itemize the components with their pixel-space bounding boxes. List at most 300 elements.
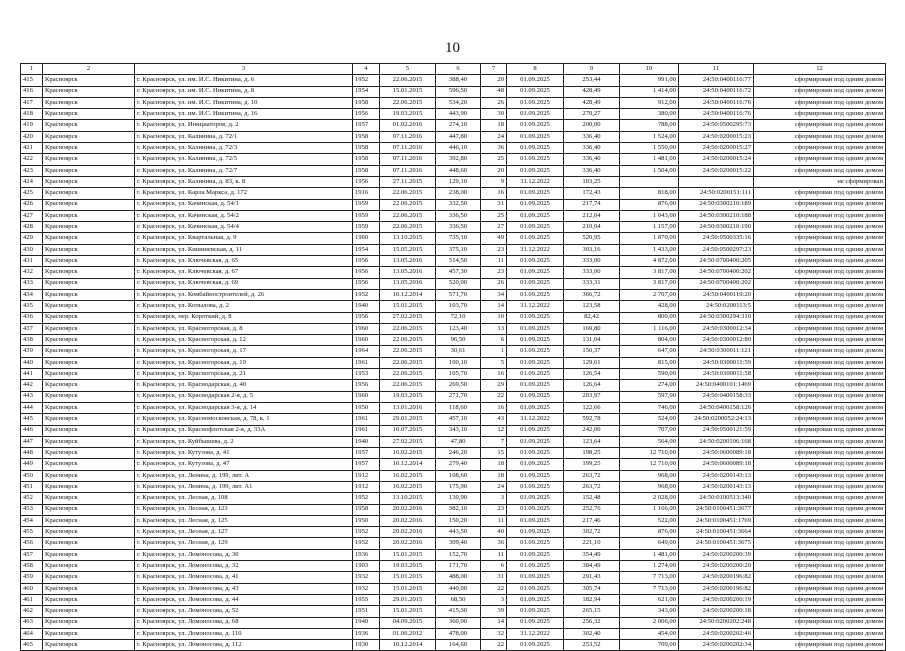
table-row: [21, 369, 886, 380]
value-cell: 199,25: [564, 459, 620, 470]
year-built-cell: 1961: [353, 357, 380, 368]
city-cell: Красноярск: [43, 278, 135, 289]
address-cell: г. Красноярск, ул. Красногорская, д. 8: [135, 323, 353, 334]
land-area-cell: 818,00: [620, 188, 679, 199]
deadline-date-cell: 01.09.2025: [507, 504, 564, 515]
deadline-date-cell: 01.09.2025: [507, 267, 564, 278]
address-cell: г. Красноярск, ул. Краснодарская 2-я, д. 5: [135, 391, 353, 402]
cadastral-number-cell: 24:50:0700400:205: [679, 256, 754, 267]
deadline-date-cell: 01.09.2025: [507, 391, 564, 402]
table-row: [21, 391, 886, 402]
residents-cell: 34: [481, 289, 507, 300]
residents-cell: 27: [481, 222, 507, 233]
deadline-date-cell: 01.09.2025: [507, 617, 564, 628]
land-area-cell: 621,00: [620, 594, 679, 605]
value-cell: 354,49: [564, 549, 620, 560]
cadastral-number-cell: 24:50:0500121:59: [679, 425, 754, 436]
deadline-date-cell: 01.09.2025: [507, 448, 564, 459]
area-cell: 392,80: [436, 154, 481, 165]
address-cell: г. Красноярск, ул. Лесная, д. 129: [135, 538, 353, 549]
land-status-cell: сформирован под одним домом: [754, 143, 886, 154]
date-cell: 07.11.2016: [380, 165, 436, 176]
area-cell: 175,90: [436, 481, 481, 492]
land-status-cell: сформирован под одним домом: [754, 515, 886, 526]
table-row: [21, 357, 886, 368]
address-cell: г. Красноярск, ул. Краснодарская 3-я, д. 14: [135, 402, 353, 413]
area-cell: 96,50: [436, 335, 481, 346]
city-cell: Красноярск: [43, 515, 135, 526]
date-cell: 22.06.2015: [380, 75, 436, 86]
year-built-cell: 1958: [353, 143, 380, 154]
date-cell: 07.11.2016: [380, 131, 436, 142]
row-number-cell: 465: [21, 640, 43, 651]
date-cell: 15.01.2015: [380, 549, 436, 560]
deadline-date-cell: 01.09.2025: [507, 357, 564, 368]
address-cell: г. Красноярск, ул. Красномосковская, д. 78, к. 1: [135, 414, 353, 425]
table-row: [21, 640, 886, 651]
area-cell: 123,40: [436, 323, 481, 334]
deadline-date-cell: 01.09.2025: [507, 256, 564, 267]
table-row: [21, 75, 886, 86]
cadastral-number-cell: 24:50:0100451:3677: [679, 504, 754, 515]
row-number-cell: 462: [21, 606, 43, 617]
date-cell: 13.10.2015: [380, 493, 436, 504]
year-built-cell: 1958: [353, 97, 380, 108]
land-status-cell: сформирован под одним домом: [754, 628, 886, 639]
area-cell: 457,10: [436, 414, 481, 425]
date-cell: 22.06.2015: [380, 210, 436, 221]
year-built-cell: 1954: [353, 244, 380, 255]
date-cell: 22.06.2015: [380, 357, 436, 368]
row-number-cell: 455: [21, 527, 43, 538]
deadline-date-cell: 31.12.2022: [507, 176, 564, 187]
land-area-cell: 7 713,00: [620, 583, 679, 594]
city-cell: Красноярск: [43, 357, 135, 368]
cadastral-number-cell: 24:50:0300012:34: [679, 323, 754, 334]
table-row: [21, 583, 886, 594]
date-cell: 10.07.2015: [380, 425, 436, 436]
land-area-cell: 1 524,00: [620, 131, 679, 142]
date-cell: 04.09.2015: [380, 617, 436, 628]
row-number-cell: 433: [21, 278, 43, 289]
land-status-cell: сформирован под одним домом: [754, 109, 886, 120]
address-cell: г. Красноярск, ул. Калинина, д. 72/1: [135, 131, 353, 142]
column-number-header: 10: [620, 64, 679, 75]
residents-cell: 32: [481, 628, 507, 639]
deadline-date-cell: 01.09.2025: [507, 346, 564, 357]
land-area-cell: 3 817,00: [620, 278, 679, 289]
value-cell: 302,72: [564, 527, 620, 538]
area-cell: 336,50: [436, 222, 481, 233]
row-number-cell: 448: [21, 448, 43, 459]
residents-cell: 11: [481, 256, 507, 267]
date-cell: 13.05.2016: [380, 278, 436, 289]
address-cell: г. Красноярск, ул. Калинина, д. 72/7: [135, 165, 353, 176]
address-cell: г. Красноярск, ул. Квартальная, д. 9: [135, 233, 353, 244]
address-cell: г. Красноярск, ул. Ломоносова, д. 68: [135, 617, 353, 628]
residents-cell: 14: [481, 301, 507, 312]
cadastral-number-cell: 24:50:0400116:77: [679, 75, 754, 86]
date-cell: 01.02.2016: [380, 120, 436, 131]
city-cell: Красноярск: [43, 481, 135, 492]
date-cell: 15.05.2015: [380, 244, 436, 255]
city-cell: Красноярск: [43, 504, 135, 515]
value-cell: 129,61: [564, 357, 620, 368]
area-cell: 30,61: [436, 346, 481, 357]
area-cell: 534,20: [436, 97, 481, 108]
year-built-cell: 1956: [353, 256, 380, 267]
residents-cell: 20: [481, 165, 507, 176]
cadastral-number-cell: 24:50:0200200:18: [679, 606, 754, 617]
address-cell: г. Красноярск, ул. Ключевская, д. 69: [135, 278, 353, 289]
land-area-cell: 2 006,00: [620, 617, 679, 628]
table-row: [21, 109, 886, 120]
date-cell: 13.05.2016: [380, 267, 436, 278]
year-built-cell: 1959: [353, 222, 380, 233]
deadline-date-cell: 31.12.2022: [507, 244, 564, 255]
year-built-cell: 1936: [353, 628, 380, 639]
date-cell: 15.01.2015: [380, 86, 436, 97]
table-row: [21, 86, 886, 97]
residents-cell: 11: [481, 515, 507, 526]
city-cell: Красноярск: [43, 335, 135, 346]
cadastral-number-cell: 24:50:0300210:190: [679, 222, 754, 233]
row-number-cell: 428: [21, 222, 43, 233]
cadastral-number-cell: 24:50:0500335:16: [679, 233, 754, 244]
address-cell: г. Красноярск, ул. Краснофлотская 2-я, д. 33А: [135, 425, 353, 436]
value-cell: 303,16: [564, 244, 620, 255]
land-area-cell: 800,00: [620, 312, 679, 323]
table-row: [21, 143, 886, 154]
address-cell: г. Красноярск, пер. Короткий, д. 8: [135, 312, 353, 323]
row-number-cell: 459: [21, 572, 43, 583]
date-cell: 27.11.2015: [380, 176, 436, 187]
year-built-cell: 1956: [353, 278, 380, 289]
residents-cell: 18: [481, 459, 507, 470]
year-built-cell: 1956: [353, 267, 380, 278]
area-cell: 457,30: [436, 267, 481, 278]
table-row: [21, 481, 886, 492]
cadastral-number-cell: 24:50:0100513:340: [679, 493, 754, 504]
table-row: [21, 425, 886, 436]
area-cell: 108,60: [436, 470, 481, 481]
date-cell: 22.06.2015: [380, 188, 436, 199]
column-number-header: 11: [679, 64, 754, 75]
year-built-cell: 1958: [353, 131, 380, 142]
city-cell: Красноярск: [43, 459, 135, 470]
value-cell: 336,40: [564, 154, 620, 165]
value-cell: 198,25: [564, 448, 620, 459]
city-cell: Красноярск: [43, 448, 135, 459]
address-cell: г. Красноярск, ул. Красногорская, д. 17: [135, 346, 353, 357]
cadastral-number-cell: 24:50:0200200:39: [679, 549, 754, 560]
table-row: [21, 380, 886, 391]
land-status-cell: сформирован под одним домом: [754, 131, 886, 142]
residents-cell: 10: [481, 312, 507, 323]
residents-cell: 11: [481, 549, 507, 560]
value-cell: 263,72: [564, 470, 620, 481]
address-cell: г. Красноярск, ул. Калинина, д. 83, к. 8: [135, 176, 353, 187]
cadastral-number-cell: 24:50:0200106:168: [679, 436, 754, 447]
table-row: [21, 504, 886, 515]
area-cell: 514,50: [436, 256, 481, 267]
date-cell: 22.06.2015: [380, 380, 436, 391]
area-cell: 309,40: [436, 538, 481, 549]
land-status-cell: сформирован под одним домом: [754, 346, 886, 357]
row-number-cell: 460: [21, 583, 43, 594]
land-area-cell: 649,00: [620, 538, 679, 549]
area-cell: 382,10: [436, 504, 481, 515]
city-cell: Красноярск: [43, 289, 135, 300]
area-cell: 336,50: [436, 210, 481, 221]
date-cell: 20.02.2016: [380, 504, 436, 515]
cadastral-number-cell: 24:50:0400158:33: [679, 391, 754, 402]
row-number-cell: 432: [21, 267, 43, 278]
value-cell: 263,72: [564, 481, 620, 492]
cadastral-number-cell: 24:50:0300011:58: [679, 369, 754, 380]
value-cell: 333,31: [564, 278, 620, 289]
area-cell: 443,50: [436, 527, 481, 538]
value-cell: 212,04: [564, 210, 620, 221]
land-status-cell: сформирован под одним домом: [754, 414, 886, 425]
city-cell: Красноярск: [43, 549, 135, 560]
residents-cell: 48: [481, 86, 507, 97]
date-cell: 22.06.2015: [380, 323, 436, 334]
row-number-cell: 427: [21, 210, 43, 221]
area-cell: 152,70: [436, 549, 481, 560]
area-cell: 332,50: [436, 199, 481, 210]
land-status-cell: сформирован под одним домом: [754, 606, 886, 617]
area-cell: 488,00: [436, 572, 481, 583]
row-number-cell: 439: [21, 346, 43, 357]
area-cell: 735,10: [436, 233, 481, 244]
residents-cell: 25: [481, 210, 507, 221]
row-number-cell: 418: [21, 109, 43, 120]
row-number-cell: 423: [21, 165, 43, 176]
area-cell: 271,70: [436, 391, 481, 402]
deadline-date-cell: 01.09.2025: [507, 278, 564, 289]
land-area-cell: 876,00: [620, 199, 679, 210]
deadline-date-cell: 01.09.2025: [507, 459, 564, 470]
column-number-header: 12: [754, 64, 886, 75]
residents-cell: 23: [481, 504, 507, 515]
value-cell: 103,25: [564, 176, 620, 187]
value-cell: 150,37: [564, 346, 620, 357]
year-built-cell: 1932: [353, 583, 380, 594]
table-row: [21, 289, 886, 300]
table-row: [21, 594, 886, 605]
address-cell: г. Красноярск, ул. Кутузова, д. 41: [135, 448, 353, 459]
date-cell: 22.06.2015: [380, 369, 436, 380]
area-cell: 103,70: [436, 301, 481, 312]
address-cell: г. Красноярск, ул. Кишиневская, д. 11: [135, 244, 353, 255]
row-number-cell: 437: [21, 323, 43, 334]
year-built-cell: 1952: [353, 538, 380, 549]
cadastral-number-cell: 24:50:0200015:24: [679, 154, 754, 165]
row-number-cell: 420: [21, 131, 43, 142]
cadastral-number-cell: 24:50:0100451:1769: [679, 515, 754, 526]
address-cell: г. Красноярск, ул. Ключевская, д. 67: [135, 267, 353, 278]
deadline-date-cell: 31.12.2022: [507, 628, 564, 639]
address-cell: г. Красноярск, ул. Лесная, д. 127: [135, 527, 353, 538]
deadline-date-cell: 01.09.2025: [507, 481, 564, 492]
value-cell: 172,43: [564, 188, 620, 199]
year-built-cell: 1960: [353, 335, 380, 346]
residents-cell: 20: [481, 75, 507, 86]
row-number-cell: 456: [21, 538, 43, 549]
housing-registry-table: [20, 63, 886, 651]
value-cell: 122,66: [564, 402, 620, 413]
date-cell: 16.02.2015: [380, 470, 436, 481]
residents-cell: 43: [481, 414, 507, 425]
land-area-cell: 647,00: [620, 346, 679, 357]
area-cell: 388,40: [436, 75, 481, 86]
residents-cell: 16: [481, 369, 507, 380]
city-cell: Красноярск: [43, 244, 135, 255]
value-cell: 200,00: [564, 120, 620, 131]
cadastral-number-cell: 24:50:0200202:46: [679, 628, 754, 639]
date-cell: 07.11.2016: [380, 154, 436, 165]
year-built-cell: 1954: [353, 86, 380, 97]
table-row: [21, 165, 886, 176]
land-area-cell: 1 166,00: [620, 504, 679, 515]
land-status-cell: сформирован под одним домом: [754, 459, 886, 470]
year-built-cell: 1950: [353, 402, 380, 413]
table-row: [21, 323, 886, 334]
table-row: [21, 335, 886, 346]
area-cell: 105,70: [436, 369, 481, 380]
table-row: [21, 549, 886, 560]
city-cell: Красноярск: [43, 538, 135, 549]
land-area-cell: 912,00: [620, 97, 679, 108]
area-cell: 129,10: [436, 176, 481, 187]
year-built-cell: 1958: [353, 165, 380, 176]
land-status-cell: сформирован под одним домом: [754, 267, 886, 278]
row-number-cell: 443: [21, 391, 43, 402]
value-cell: 366,72: [564, 289, 620, 300]
city-cell: Красноярск: [43, 199, 135, 210]
land-area-cell: 1 433,00: [620, 244, 679, 255]
residents-cell: 5: [481, 357, 507, 368]
land-area-cell: 428,00: [620, 301, 679, 312]
date-cell: 22.06.2015: [380, 346, 436, 357]
city-cell: Красноярск: [43, 628, 135, 639]
row-number-cell: 429: [21, 233, 43, 244]
land-area-cell: [620, 176, 679, 187]
residents-cell: 26: [481, 278, 507, 289]
city-cell: Красноярск: [43, 233, 135, 244]
value-cell: 131,04: [564, 335, 620, 346]
area-cell: 164,60: [436, 640, 481, 651]
cadastral-number-cell: 24:50:0200196:82: [679, 583, 754, 594]
date-cell: 22.06.2015: [380, 199, 436, 210]
year-built-cell: 1957: [353, 459, 380, 470]
row-number-cell: 453: [21, 504, 43, 515]
area-cell: 375,10: [436, 244, 481, 255]
row-number-cell: 447: [21, 436, 43, 447]
value-cell: 242,00: [564, 425, 620, 436]
address-cell: г. Красноярск, ул. Ленина, д. 199, лит. А1: [135, 481, 353, 492]
row-number-cell: 463: [21, 617, 43, 628]
row-number-cell: 435: [21, 301, 43, 312]
city-cell: Красноярск: [43, 120, 135, 131]
table-row: [21, 436, 886, 447]
land-status-cell: сформирован под одним домом: [754, 527, 886, 538]
address-cell: г. Красноярск, ул. Ломоносова, д. 41: [135, 572, 353, 583]
land-area-cell: 7 713,00: [620, 572, 679, 583]
city-cell: Красноярск: [43, 86, 135, 97]
value-cell: 126,64: [564, 380, 620, 391]
date-cell: 01.06.2012: [380, 628, 436, 639]
cadastral-number-cell: 24:50:0300210:189: [679, 199, 754, 210]
land-area-cell: 343,00: [620, 606, 679, 617]
area-cell: 360,00: [436, 617, 481, 628]
land-status-cell: сформирован под одним домом: [754, 97, 886, 108]
land-area-cell: 968,00: [620, 470, 679, 481]
row-number-cell: 434: [21, 289, 43, 300]
cadastral-number-cell: 24:50:0200200:20: [679, 561, 754, 572]
land-area-cell: 804,00: [620, 335, 679, 346]
year-built-cell: 1930: [353, 640, 380, 651]
address-cell: г. Красноярск, ул. им. И.С. Никитина, д. 10: [135, 97, 353, 108]
city-cell: Красноярск: [43, 369, 135, 380]
value-cell: 210,04: [564, 222, 620, 233]
deadline-date-cell: 01.09.2025: [507, 312, 564, 323]
value-cell: 305,74: [564, 583, 620, 594]
table-row: [21, 493, 886, 504]
city-cell: Красноярск: [43, 165, 135, 176]
table-body: [21, 75, 886, 651]
deadline-date-cell: 01.09.2025: [507, 199, 564, 210]
year-built-cell: 1956: [353, 312, 380, 323]
residents-cell: 16: [481, 402, 507, 413]
table-row: [21, 278, 886, 289]
land-status-cell: сформирован под одним домом: [754, 210, 886, 221]
row-number-cell: 440: [21, 357, 43, 368]
land-area-cell: 4 872,00: [620, 256, 679, 267]
area-cell: 274,10: [436, 120, 481, 131]
column-number-header: 8: [507, 64, 564, 75]
land-area-cell: 564,00: [620, 436, 679, 447]
residents-cell: 13: [481, 323, 507, 334]
value-cell: 169,80: [564, 323, 620, 334]
residents-cell: 22: [481, 391, 507, 402]
area-cell: 343,10: [436, 425, 481, 436]
land-area-cell: 2 707,00: [620, 289, 679, 300]
deadline-date-cell: 01.09.2025: [507, 538, 564, 549]
address-cell: г. Красноярск, ул. Комбайностроителей, д. 26: [135, 289, 353, 300]
deadline-date-cell: 01.09.2025: [507, 425, 564, 436]
city-cell: Красноярск: [43, 594, 135, 605]
year-built-cell: 1957: [353, 120, 380, 131]
city-cell: Красноярск: [43, 210, 135, 221]
value-cell: 302,40: [564, 628, 620, 639]
value-cell: 291,43: [564, 572, 620, 583]
city-cell: Красноярск: [43, 75, 135, 86]
row-number-cell: 461: [21, 594, 43, 605]
city-cell: Красноярск: [43, 583, 135, 594]
deadline-date-cell: 01.09.2025: [507, 335, 564, 346]
value-cell: 256,32: [564, 617, 620, 628]
table-row: [21, 301, 886, 312]
area-cell: 72,10: [436, 312, 481, 323]
value-cell: 217,74: [564, 199, 620, 210]
row-number-cell: 419: [21, 120, 43, 131]
land-area-cell: 788,00: [620, 120, 679, 131]
cadastral-number-cell: 24:50:0400116:76: [679, 109, 754, 120]
land-area-cell: 968,00: [620, 481, 679, 492]
address-cell: г. Красноярск, ул. им. И.С. Никитина, д. 16: [135, 109, 353, 120]
